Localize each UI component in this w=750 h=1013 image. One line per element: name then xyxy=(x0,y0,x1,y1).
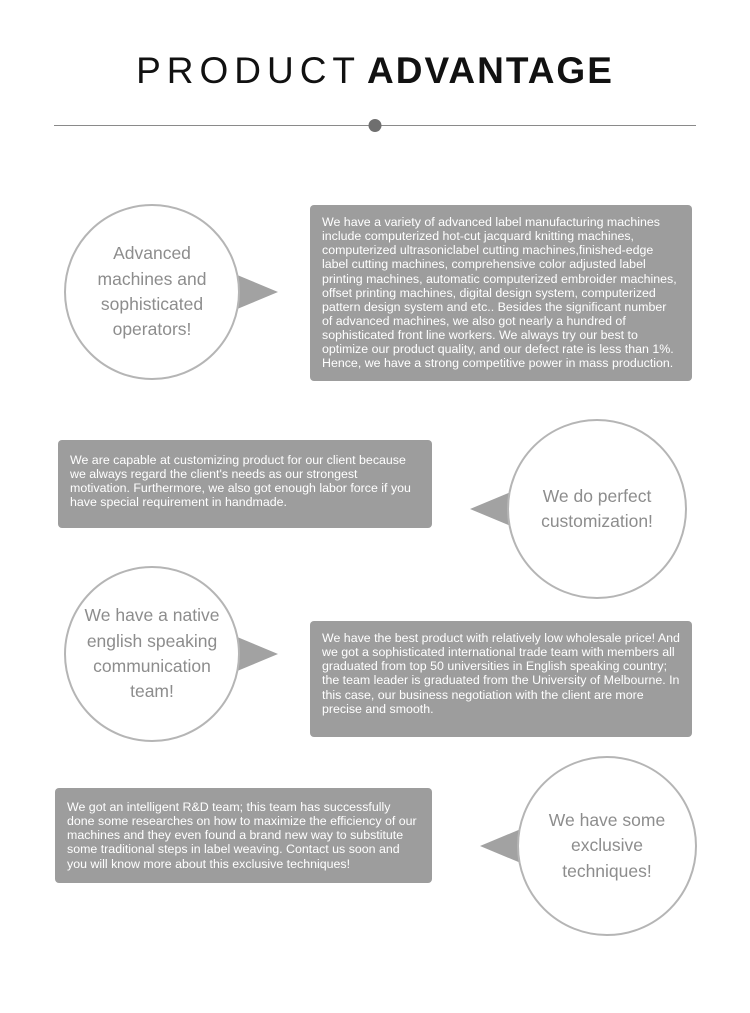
divider-dot-icon xyxy=(369,119,382,132)
circle-text: Advanced machines and sophisticated operators! xyxy=(97,243,207,340)
advantage-bubble-team xyxy=(310,621,692,737)
advantage-circle-machines xyxy=(64,204,240,380)
advantage-bubble-machines xyxy=(310,205,692,381)
page-title xyxy=(0,50,750,92)
circle-text: We have a native english speaking communication team! xyxy=(84,605,220,702)
bubble-text: We are capable at customizing product for our client because we always regard the client's needs as our strongest motivation. Furthermore, we also got enough labor force if you have special requirement in handmade. xyxy=(70,453,411,510)
page-title-bold: ADVANTAGE xyxy=(367,50,614,91)
circle-text: We have some exclusive techniques! xyxy=(548,809,666,881)
circle-text: We do perfect customization! xyxy=(541,485,653,531)
bubble-text: We have a variety of advanced label manufacturing machines include computerized hot-cut jacquard knitting machines, computerized ultrasoniclabel cutting machines,finished-edge label cutting machines, comprehensive color adjusted label printing machines, automatic computerized embroider machines, offset printing machines, digital design system, computerized pattern design system and etc.. Besides the significant number of advanced machines, we also got nearly a hundred of sophisticated front line workers. We always try our best to optimize our product quality, and our defect rate is less than 1%. Hence, we have a strong competitive power in mass production. xyxy=(322,215,677,371)
advantage-circle-team xyxy=(64,566,240,742)
bubble-text: We got an intelligent R&D team; this team has successfully done some researches on how to maximize the efficiency of our machines and they even found a brand new way to substitute some traditional steps in label weaving. Contact us soon and you will know more about this exclusive techniques! xyxy=(67,800,417,871)
advantage-circle-techniques xyxy=(517,756,697,936)
advantage-circle-customization xyxy=(507,419,687,599)
advantage-bubble-customization xyxy=(58,440,432,528)
title-divider xyxy=(54,125,696,126)
page-title-light: PRODUCT xyxy=(136,50,362,91)
bubble-text: We have the best product with relatively low wholesale price! And we got a sophisticated international trade team with members all graduated from top 50 universities in English speaking country; the team leader is graduated from the University of Melbourne. In this case, our business negotiation with the client are more precise and smooth. xyxy=(322,631,680,716)
advantage-bubble-techniques xyxy=(55,788,432,883)
